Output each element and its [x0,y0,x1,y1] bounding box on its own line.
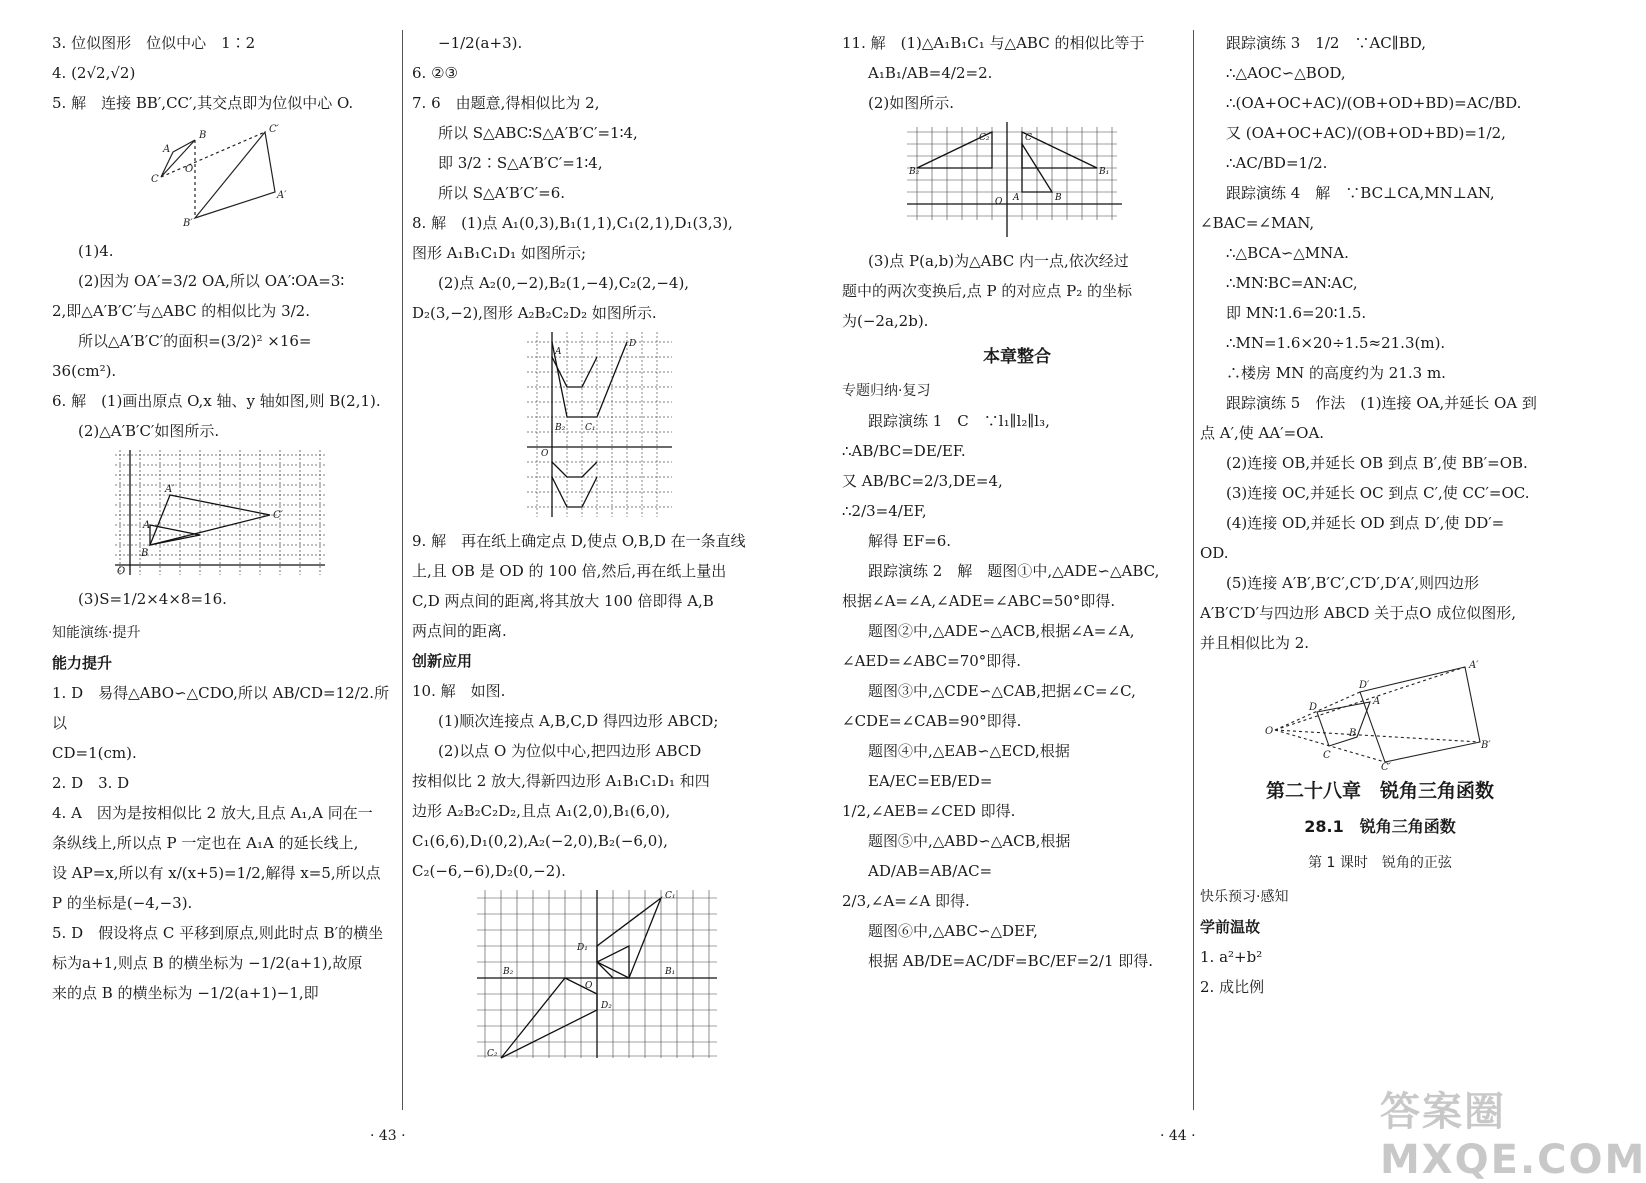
answer-line: 两点间的距离. [412,622,507,640]
answer-line: 题图③中,△CDE∽△CAB,把据∠C=∠C, [868,682,1136,700]
svg-text:A′: A′ [276,190,286,201]
section-heading: 专题归纳·复习 [842,383,931,399]
answer-line: (2)以点 O 为位似中心,把四边形 ABCD [438,742,702,760]
answer-line: 10. 解 如图. [412,682,506,700]
answer-line: ∴△BCA∽△MNA. [1226,244,1349,262]
answer-line: ∴△AOC∽△BOD, [1226,64,1346,82]
svg-text:C′: C′ [268,124,279,135]
lesson-title: 第 1 课时 锐角的正弦 [1308,855,1452,871]
answer-line: 3. 位似图形 位似中心 1∶2 [52,34,256,52]
answer-line: ∠AED=∠ABC=70°即得. [842,652,1022,670]
section-title: 28.1 锐角三角函数 [1304,817,1456,836]
svg-text:B₂: B₂ [909,167,920,177]
svg-text:D′: D′ [1359,680,1370,691]
svg-text:B: B [1349,728,1357,739]
svg-text:A: A [142,520,150,531]
answer-line: (3)S=1/2×4×8=16. [78,590,227,608]
answer-line: 题图⑥中,△ABC∽△DEF, [868,922,1038,940]
answer-line: CD=1(cm). [52,744,137,762]
grid-figure-8 [527,332,677,522]
svg-text:D: D [1309,702,1318,713]
answer-line: 4. (2√2,√2) [52,64,136,82]
answer-line: 按相似比 2 放大,得新四边形 A₁B₁C₁D₁ 和四 [412,772,710,790]
answer-line: 设 AP=x,所以有 x/(x+5)=1/2,解得 x=5,所以点 [52,864,381,882]
svg-text:B′: B′ [1481,740,1491,751]
answer-line: (3)连接 OC,并延长 OC 到点 C′,使 CC′=OC. [1226,484,1530,502]
chapter-title: 第二十八章 锐角三角函数 [1265,780,1494,802]
column-divider [402,30,403,1110]
answer-line: A′B′C′D′与四边形 ABCD 关于点O 成位似图形, [1200,604,1516,622]
answer-line: (2)点 A₂(0,−2),B₂(1,−4),C₂(2,−4), [438,274,690,292]
answer-line: (5)连接 A′B′,B′C′,C′D′,D′A′,则四边形 [1226,574,1480,592]
svg-text:B: B [198,130,206,141]
svg-text:O: O [184,164,193,175]
svg-text:B: B [1055,193,1062,203]
answer-line: ∠CDE=∠CAB=90°即得. [842,712,1022,730]
answer-line: 5. D 假设将点 C 平移到原点,则此时点 B′的横坐 [52,924,384,942]
answer-line: 1/2,∠AEB=∠CED 即得. [842,802,1016,820]
answer-line: 11. 解 (1)△A₁B₁C₁ 与△ABC 的相似比等于 [842,34,1145,52]
svg-text:O: O [1265,726,1274,737]
answer-line: 点 A′,使 AA′=OA. [1200,424,1325,442]
answer-line: −1/2(a+3). [438,34,523,52]
svg-text:B₁: B₁ [1099,167,1110,177]
left-page-column-1 [52,28,397,1008]
answer-line: ∴AB/BC=DE/EF. [842,442,966,460]
answer-line: (1)顺次连接点 A,B,C,D 得四边形 ABCD; [438,712,719,730]
answer-line: 图形 A₁B₁C₁D₁ 如图所示; [412,244,587,262]
svg-text:C: C [150,174,159,185]
svg-text:D₂: D₂ [601,1001,612,1011]
answer-line: ∴2/3=4/EF, [842,502,927,520]
answer-line: (3)点 P(a,b)为△ABC 内一点,依次经过 [868,252,1129,270]
left-page-column-2 [412,28,792,1064]
answer-line: D₂(3,−2),图形 A₂B₂C₂D₂ 如图所示. [412,304,657,322]
answer-line: 又 (OA+OC+AC)/(OB+OD+BD)=1/2, [1226,124,1506,142]
answer-line: C₁(6,6),D₁(0,2),A₂(−2,0),B₂(−6,0), [412,832,668,850]
answer-line: 36(cm²). [52,362,117,380]
section-heading: 知能演练·提升 [52,625,141,641]
svg-text:B′: B′ [182,218,193,229]
answer-line: 跟踪演练 3 1/2 ∵AC∥BD, [1226,34,1426,52]
answer-line: 根据 AB/DE=AC/DF=BC/EF=2/1 即得. [868,952,1154,970]
svg-text:B: B [140,548,148,559]
svg-text:A: A [1373,696,1381,707]
svg-text:C₁: C₁ [665,891,676,901]
svg-text:C₂: C₂ [487,1049,498,1059]
svg-text:C: C [1025,133,1032,143]
grid-figure-10 [477,890,727,1060]
answer-line: ∴MN=1.6×20÷1.5≈21.3(m). [1226,334,1446,352]
section-heading: 快乐预习·感知 [1200,889,1289,905]
svg-text:C₂: C₂ [979,133,990,143]
answer-line: (2)△A′B′C′如图所示. [78,422,220,440]
svg-text:C′: C′ [272,510,283,521]
answer-line: 2. 成比例 [1200,978,1265,996]
answer-line: 题中的两次变换后,点 P 的对应点 P₂ 的坐标 [842,282,1133,300]
svg-text:D: D [629,339,637,349]
svg-text:B₂: B₂ [503,967,514,977]
answer-line: 9. 解 再在纸上确定点 D,使点 O,B,D 在一条直线 [412,532,746,550]
answer-line: 解得 EF=6. [868,532,952,550]
svg-text:D₁: D₁ [577,943,588,953]
answer-line: 并且相似比为 2. [1200,634,1310,652]
answer-line: A₁B₁/AB=4/2=2. [868,64,993,82]
grid-figure-6 [115,450,335,580]
right-page-column-2 [1200,28,1560,1002]
answer-line: 根据∠A=∠A,∠ADE=∠ABC=50°即得. [842,592,1116,610]
subsection-heading: 创新应用 [412,652,473,670]
column-divider [1193,30,1194,1110]
answer-line: 跟踪演练 5 作法 (1)连接 OA,并延长 OA 到 [1226,394,1537,412]
answer-line: ∴AC/BD=1/2. [1226,154,1328,172]
svg-text:A: A [555,347,562,357]
answer-line: 所以△A′B′C′的面积=(3/2)² ×16= [78,332,312,350]
answer-line: 条纵线上,所以点 P 一定也在 A₁A 的延长线上, [52,834,359,852]
answer-line: 即 MN∶1.6=20∶1.5. [1226,304,1367,322]
answer-line: 7. 6 由题意,得相似比为 2, [412,94,600,112]
answer-line: 8. 解 (1)点 A₁(0,3),B₁(1,1),C₁(2,1),D₁(3,3), [412,214,733,232]
answer-line: C₂(−6,−6),D₂(0,−2). [412,862,566,880]
answer-line: 跟踪演练 2 解 题图①中,△ADE∽△ABC, [868,562,1160,580]
svg-text:O: O [585,981,593,991]
answer-line: 1. D 易得△ABO∽△CDO,所以 AB/CD=12/2.所以 [52,684,390,732]
answer-line: P 的坐标是(−4,−3). [52,894,193,912]
answer-line: ∴(OA+OC+AC)/(OB+OD+BD)=AC/BD. [1226,94,1522,112]
answer-line: 边形 A₂B₂C₂D₂,且点 A₁(2,0),B₁(6,0), [412,802,671,820]
chapter-summary-title: 本章整合 [983,347,1051,367]
svg-text:O: O [541,449,549,459]
answer-line: 又 AB/BC=2/3,DE=4, [842,472,1003,490]
svg-text:C₁: C₁ [585,423,596,433]
svg-text:A: A [1013,193,1020,203]
answer-line: 2. D 3. D [52,774,130,792]
svg-text:B₂: B₂ [555,423,566,433]
page-number: · 43 · [370,1128,406,1144]
right-page-column-1 [842,28,1192,976]
svg-text:A′: A′ [164,484,174,495]
answer-line: 2,即△A′B′C′与△ABC 的相似比为 3/2. [52,302,310,320]
answer-line: 为(−2a,2b). [842,312,929,330]
watermark-logo: 答案圈 MXQE.COM [1380,1089,1646,1183]
answer-line: (4)连接 OD,并延长 OD 到点 D′,使 DD′= [1226,514,1505,532]
answer-line: 5. 解 连接 BB′,CC′,其交点即为位似中心 O. [52,94,354,112]
answer-line: OD. [1200,544,1229,562]
subsection-heading: 学前温故 [1200,918,1261,936]
answer-line: (2)如图所示. [868,94,955,112]
answer-line: 4. A 因为是按相似比 2 放大,且点 A₁,A 同在一 [52,804,373,822]
answer-line: 题图⑤中,△ABD∽△ACB,根据 AD/AB=AB/AC= [868,832,1071,880]
answer-line: 6. 解 (1)画出原点 O,x 轴、y 轴如图,则 B(2,1). [52,392,381,410]
svg-text:C′: C′ [1381,762,1391,773]
answer-line: 跟踪演练 1 C ∵l₁∥l₂∥l₃, [868,412,1050,430]
answer-line: 所以 S△A′B′C′=6. [438,184,566,202]
answer-line: (1)4. [78,242,114,260]
answer-line: (2)连接 OB,并延长 OB 到点 B′,使 BB′=OB. [1226,454,1528,472]
svg-text:O: O [116,566,125,577]
answer-line: 题图④中,△EAB∽△ECD,根据 EA/EC=EB/ED= [868,742,1070,790]
svg-text:O: O [995,197,1003,207]
answer-line: ∠BAC=∠MAN, [1200,214,1315,232]
svg-text:A: A [162,144,170,155]
answer-line: 即 3/2∶S△A′B′C′=1∶4, [438,154,603,172]
answer-line: 2/3,∠A=∠A 即得. [842,892,970,910]
answer-line: (2)因为 OA′=3/2 OA,所以 OA′∶OA=3∶ [78,272,345,290]
homothety-figure-1 [145,122,305,232]
answer-line: 标为a+1,则点 B 的横坐标为 −1/2(a+1),故原 [52,954,363,972]
svg-text:A′: A′ [1469,660,1479,671]
answer-line: 跟踪演练 4 解 ∵BC⊥CA,MN⊥AN, [1226,184,1495,202]
page-number: · 44 · [1160,1128,1196,1144]
svg-text:C: C [1323,750,1331,761]
answer-line: 上,且 OB 是 OD 的 100 倍,然后,再在纸上量出 [412,562,727,580]
answer-line: 来的点 B 的横坐标为 −1/2(a+1)−1,即 [52,984,319,1002]
answer-line: C,D 两点间的距离,将其放大 100 倍即得 A,B [412,592,714,610]
answer-line: ∴MN∶BC=AN∶AC, [1226,274,1358,292]
homothety-figure-5 [1265,662,1495,772]
svg-text:B₁: B₁ [665,967,676,977]
subsection-heading: 能力提升 [52,654,113,672]
answer-line: 1. a²+b² [1200,948,1263,966]
answer-line: 题图②中,△ADE∽△ACB,根据∠A=∠A, [868,622,1135,640]
grid-figure-11 [907,122,1127,242]
answer-line: ∴楼房 MN 的高度约为 21.3 m. [1226,364,1446,382]
answer-line: 所以 S△ABC∶S△A′B′C′=1∶4, [438,124,638,142]
answer-line: 6. ②③ [412,64,458,82]
